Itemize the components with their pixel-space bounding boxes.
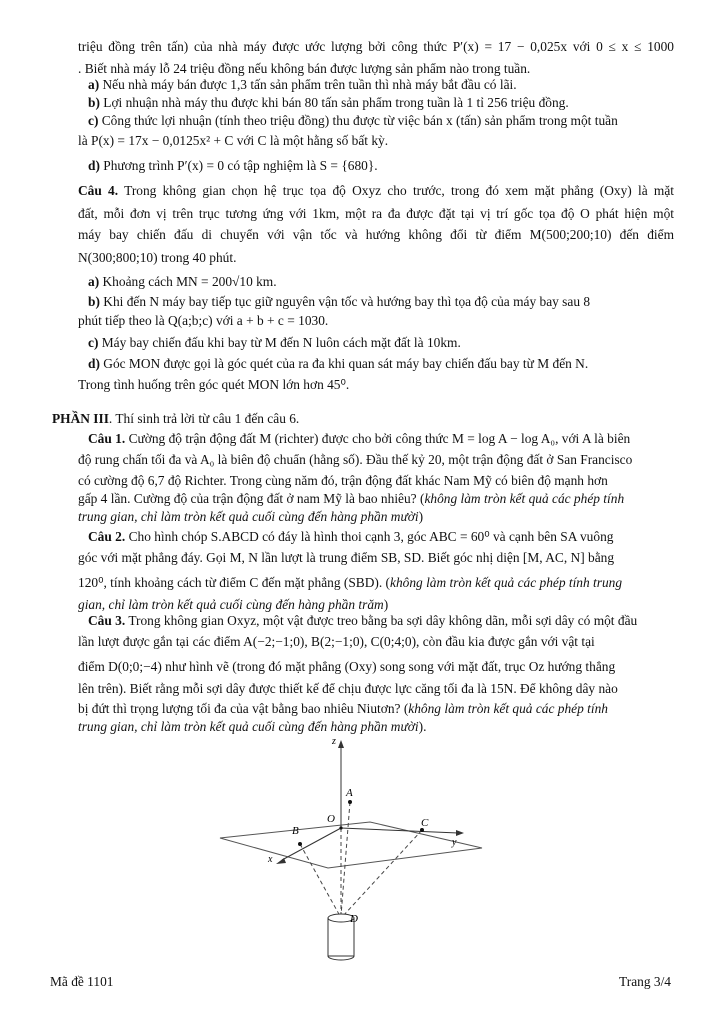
text-line bbox=[88, 112, 618, 130]
question-label: Câu 1. bbox=[88, 431, 126, 446]
rope-c bbox=[343, 830, 422, 916]
line-italic-note: trung gian, chỉ làm tròn kết quả cuối cùng đến hàng phần mười bbox=[78, 509, 419, 524]
text-line bbox=[78, 205, 674, 227]
line-italic-note: không làm tròn kết quả các phép tính bbox=[408, 701, 608, 716]
question-label: Câu 2. bbox=[88, 529, 126, 544]
line-italic-note: không làm tròn kết quả các phép tính bbox=[424, 491, 625, 506]
point-b bbox=[298, 842, 302, 846]
question-label: a) bbox=[88, 77, 100, 92]
text-line bbox=[88, 612, 637, 630]
line-text: Máy bay chiến đấu khi bay từ M đến N luôn cách mặt đất là 10km. bbox=[98, 335, 461, 350]
question-label: a) bbox=[88, 274, 100, 289]
point-o bbox=[339, 826, 342, 829]
text-line bbox=[88, 157, 378, 175]
line-text: triệu đồng trên tấn) của nhà máy được ước lượng bởi công thức P′(x) = 17 − 0,025x với 0 ≤ x ≤ 1000 bbox=[78, 39, 674, 54]
footer-page-number: Trang 3/4 bbox=[619, 974, 671, 989]
line-text: Trong tình huống trên góc quét MON lớn hơn 45⁰. bbox=[78, 377, 350, 392]
line-text: có cường độ 6,7 độ Richter. Trong cùng năm đó, trận động đất khác Nam Mỹ có biên độ mạnh hơn bbox=[78, 473, 608, 488]
text-line bbox=[78, 549, 614, 567]
line-text: N(300;800;10) trong 40 phút. bbox=[78, 250, 237, 265]
line-text: bị đứt thì trọng lượng tối đa của vật bằng bao nhiêu Niutơn? ( bbox=[78, 701, 409, 716]
line-text: 120⁰, tính khoảng cách từ điểm C đến mặt phẳng (SBD). ( bbox=[78, 575, 390, 590]
label-c: C bbox=[421, 817, 429, 829]
text-line bbox=[78, 249, 236, 267]
text-line bbox=[78, 680, 618, 698]
axis-x bbox=[282, 828, 341, 860]
rope-b bbox=[300, 844, 340, 916]
line-text: Công thức lợi nhuận (tính theo triệu đồng) thu được từ việc bán x (tấn) sản phẩm trong một tuần bbox=[98, 113, 618, 128]
footer-exam-code: Mã đề 1101 bbox=[50, 974, 114, 989]
question-label: c) bbox=[88, 335, 99, 350]
line-text: Góc MON được gọi là góc quét của ra đa khi quan sát máy bay chiến đấu bay từ M đến N. bbox=[99, 356, 589, 371]
text-line bbox=[88, 273, 277, 291]
line-text: lần lượt được gắn tại các điểm A(−2;−1;0), B(2;−1;0), C(0;4;0), còn đầu kia được gắn với vật tại bbox=[78, 634, 595, 649]
line-text: Nếu nhà máy bán được 1,3 tấn sản phẩm trên tuần thì nhà máy bắt đầu có lãi. bbox=[99, 77, 517, 92]
text-line bbox=[88, 430, 630, 448]
line-text: Phương trình P′(x) = 0 có tập nghiệm là S = {680}. bbox=[99, 158, 378, 173]
arrow-z bbox=[338, 740, 344, 748]
text-line bbox=[78, 312, 328, 330]
line-text: . Thí sinh trả lời từ câu 1 đến câu 6. bbox=[108, 411, 300, 426]
text-line bbox=[78, 226, 674, 248]
line-text: ) bbox=[383, 597, 389, 612]
text-line bbox=[78, 658, 615, 676]
question-label: Câu 3. bbox=[88, 613, 126, 628]
text-line bbox=[88, 94, 569, 112]
label-o: O bbox=[327, 813, 335, 825]
label-y: y bbox=[452, 837, 457, 848]
label-d: D bbox=[350, 913, 358, 925]
line-text: Cho hình chóp S.ABCD có đáy là hình thoi cạnh 3, góc ABC = 60⁰ và cạnh bên SA vuông bbox=[125, 529, 614, 544]
text-line bbox=[88, 528, 613, 546]
line-text: Khoảng cách MN = 200√10 km. bbox=[99, 274, 277, 289]
label-b: B bbox=[292, 825, 299, 837]
label-a: A bbox=[346, 787, 353, 799]
line-italic-note: trung gian, chỉ làm tròn kết quả cuối cùng đến hàng phần mười bbox=[78, 719, 419, 734]
question-label: Câu 4. bbox=[78, 183, 119, 198]
line-text: độ rung chấn tối đa và A₀ là biên độ chuẩn (hằng số). Đầu thế kỷ 20, một trận động đất ở San Francisco bbox=[78, 452, 633, 467]
line-text: Lợi nhuận nhà máy thu được khi bán 80 tấn sản phẩm trong tuần là 1 tỉ 256 triệu đồng. bbox=[99, 95, 569, 110]
line-text: ) bbox=[418, 509, 424, 524]
text-line bbox=[78, 376, 349, 394]
text-line bbox=[88, 334, 461, 352]
line-text: điểm D(0;0;−4) như hình vẽ (trong đó mặt phẳng (Oxy) song song với mặt đất, trục Oz hướng thẳng bbox=[78, 659, 616, 674]
line-text: Trong không gian Oxyz, một vật được treo bằng ba sợi dây không dãn, mỗi sợi dây có một đầu bbox=[125, 613, 638, 628]
line-text: máy bay chiến đấu di chuyển với vận tốc và hướng không đổi từ điểm M(500;200;10) đến điểm bbox=[78, 227, 674, 242]
question-label: d) bbox=[88, 356, 100, 371]
line-text: lên trên). Biết rằng mỗi sợi dây được thiết kế để chịu được lực căng tối đa là 15N. Để không dây nào bbox=[78, 681, 618, 696]
text-line bbox=[78, 490, 624, 508]
line-text: Cường độ trận động đất M (richter) được cho bởi công thức M = log A − log A₀, với A là biên bbox=[125, 431, 631, 446]
text-line bbox=[78, 472, 608, 490]
rope-a bbox=[341, 802, 350, 916]
text-line bbox=[78, 38, 674, 60]
question-label: c) bbox=[88, 113, 99, 128]
line-text: góc với mặt phẳng đáy. Gọi M, N lần lượt là trung điểm SB, SD. Biết góc nhị diện [M, AC, N] bằng bbox=[78, 550, 615, 565]
line-italic-note: không làm tròn kết quả các phép tính trung bbox=[390, 575, 623, 590]
text-line bbox=[78, 633, 595, 651]
line-text: phút tiếp theo là Q(a;b;c) với a + b + c = 1030. bbox=[78, 313, 329, 328]
text-line bbox=[88, 76, 517, 94]
point-a bbox=[348, 800, 352, 804]
text-line bbox=[88, 293, 590, 311]
line-text: đất, mỗi đơn vị trên trục tương ứng với 1km, một ra đa được đặt tại vị trí gốc tọa độ O phát hiện một bbox=[78, 206, 674, 221]
line-text: là P(x) = 17x − 0,0125x² + C với C là một hằng số bất kỳ. bbox=[78, 133, 389, 148]
line-text: Trong không gian chọn hệ trục tọa độ Oxyz cho trước, trong đó xem mặt phẳng (Oxy) là mặt bbox=[118, 183, 674, 198]
line-text: gấp 4 lần. Cường độ của trận động đất ở nam Mỹ là bao nhiêu? ( bbox=[78, 491, 425, 506]
text-line bbox=[78, 508, 423, 526]
arrow-y bbox=[456, 830, 464, 836]
question-label: b) bbox=[88, 95, 100, 110]
text-line bbox=[78, 182, 674, 204]
figure-3d-suspension bbox=[200, 730, 490, 966]
label-z: z bbox=[332, 736, 336, 747]
text-line bbox=[78, 700, 608, 718]
line-italic-note: gian, chỉ làm tròn kết quả cuối cùng đến hàng phần trăm bbox=[78, 597, 384, 612]
text-line bbox=[78, 574, 622, 592]
text-line bbox=[88, 355, 588, 373]
label-x: x bbox=[268, 854, 273, 865]
question-label: PHẦN III bbox=[52, 411, 109, 426]
line-text: . Biết nhà máy lỗ 24 triệu đồng nếu không bán được lượng sản phẩm nào trong tuần. bbox=[78, 61, 531, 76]
text-line bbox=[78, 132, 388, 150]
text-line bbox=[52, 410, 299, 428]
question-label: b) bbox=[88, 294, 100, 309]
question-label: d) bbox=[88, 158, 100, 173]
text-line bbox=[78, 451, 632, 469]
line-text: ). bbox=[418, 719, 427, 734]
line-text: Khi đến N máy bay tiếp tục giữ nguyên vận tốc và hướng bay thì tọa độ của máy bay sau 8 bbox=[99, 294, 591, 309]
